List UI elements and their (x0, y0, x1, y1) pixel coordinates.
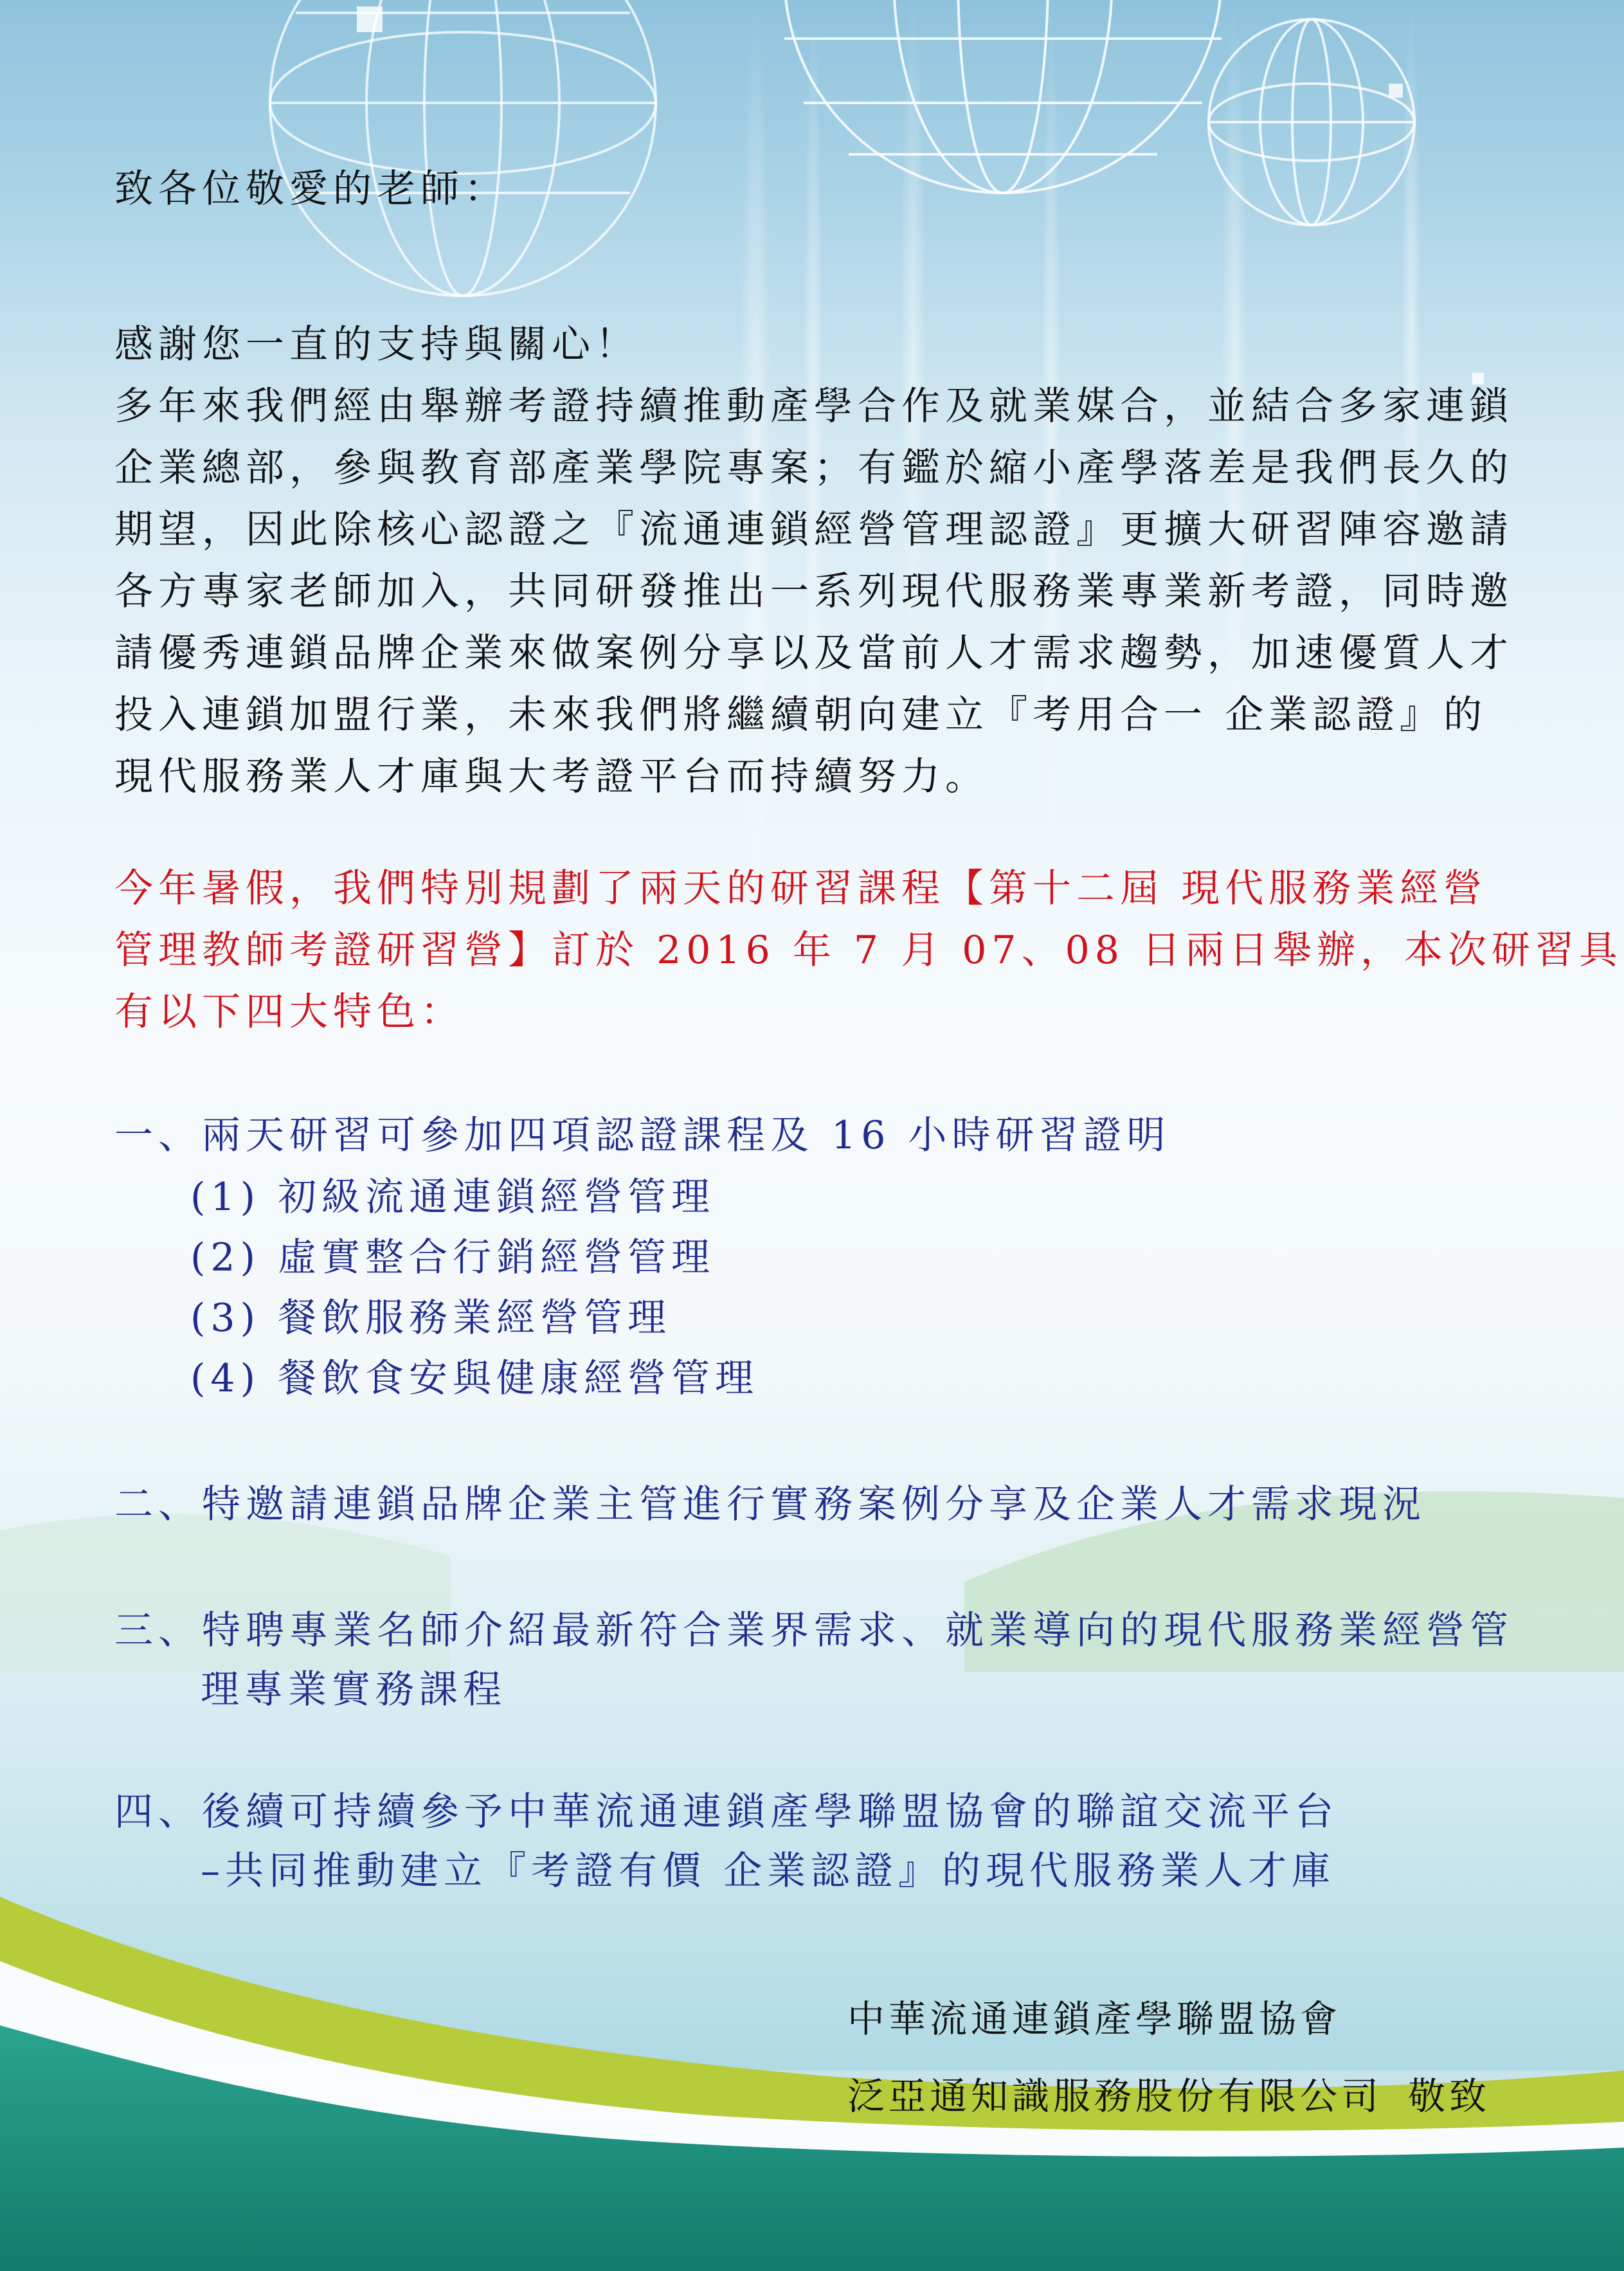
feature-three: 三、特聘專業名師介紹最新符合業界需求、就業導向的現代服務業經營管 (114, 1608, 1513, 1653)
signature-org1: 中華流通連鎖產學聯盟協會 (847, 1997, 1342, 2041)
course-item: (2) 虛實整合行銷經營管理 (190, 1235, 716, 1280)
feature-two: 二、特邀請連鎖品牌企業主管進行實務案例分享及企業人才需求現況 (114, 1482, 1426, 1527)
feature-one: 一、兩天研習可參加四項認證課程及 16 小時研習證明 (114, 1113, 1171, 1158)
feature-four: 四、後續可持續參予中華流通連鎖產學聯盟協會的聯誼交流平台 (114, 1789, 1339, 1834)
feature-three-cont: 理專業實務課程 (201, 1667, 507, 1712)
course-item: (3) 餐飲服務業經營管理 (190, 1296, 672, 1341)
highlight-line: 今年暑假，我們特別規劃了兩天的研習課程【第十二屆 現代服務業經營 (114, 866, 1488, 911)
intro-line: 感謝您一直的支持與關心！ (114, 322, 639, 367)
intro-line: 多年來我們經由舉辦考證持續推動產學合作及就業媒合，並結合多家連鎖 (114, 384, 1513, 429)
feature-four-cont: –共同推動建立『考證有價 企業認證』的現代服務業人才庫 (201, 1849, 1336, 1894)
intro-line: 投入連鎖加盟行業，未來我們將繼續朝向建立『考用合一 企業認證』的 (114, 692, 1488, 737)
highlight-line: 有以下四大特色： (114, 990, 464, 1035)
intro-line: 各方專家老師加入，共同研發推出一系列現代服務業專業新考證，同時邀 (114, 569, 1513, 614)
signature-org2: 泛亞通知識服務股份有限公司 (847, 2074, 1383, 2118)
intro-line: 期望，因此除核心認證之『流通連鎖經營管理認證』更擴大研習陣容邀請 (114, 507, 1513, 552)
course-item: (1) 初級流通連鎖經營管理 (190, 1175, 716, 1220)
signature-closing: 敬致 (1408, 2074, 1491, 2118)
salutation: 致各位敬愛的老師： (114, 167, 508, 212)
intro-line: 企業總部，參與教育部產業學院專案；有鑑於縮小產學落差是我們長久的 (114, 446, 1513, 491)
intro-line: 請優秀連鎖品牌企業來做案例分享以及當前人才需求趨勢，加速優質人才 (114, 631, 1513, 676)
intro-line: 現代服務業人才庫與大考證平台而持續努力。 (114, 754, 989, 799)
highlight-line: 管理教師考證研習營】訂於 2016 年 7 月 07、08 日兩日舉辦，本次研習具 (114, 928, 1623, 973)
course-item: (4) 餐飲食安與健康經營管理 (190, 1356, 759, 1401)
